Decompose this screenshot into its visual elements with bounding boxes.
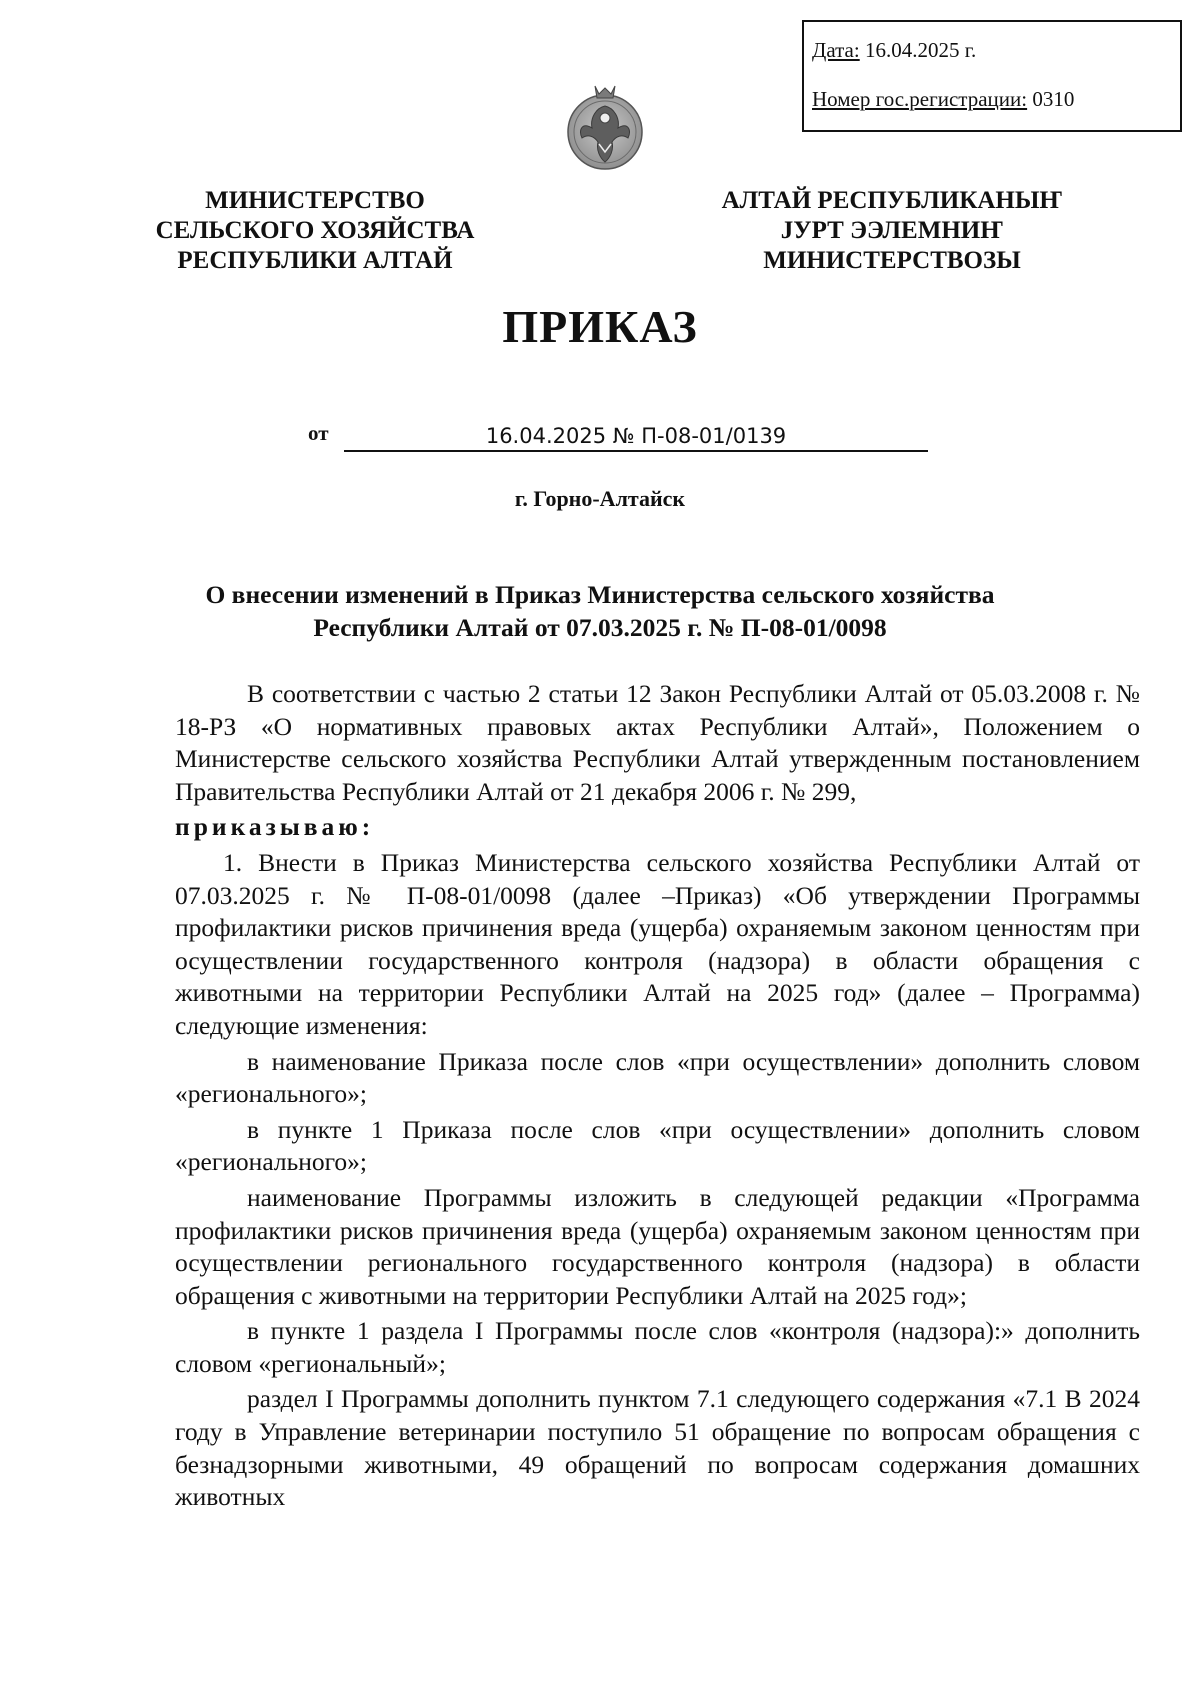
change-paragraph: наименование Программы изложить в следующей редакции «Программа профилактики рисков причинения вреда (ущерба) охраняемым законом ценностям при осуществлении регионального государственного контроля (надзора) в области обращения с животными на территории Республики Алтай на 2025 год»; (175, 1182, 1140, 1310)
registration-number-value: 0310 (1032, 87, 1075, 111)
order-date-number (308, 418, 928, 452)
change-paragraph: в пункте 1 Приказа после слов «при осуществлении» дополнить словом «регионального»; (175, 1114, 1140, 1177)
org-line: МИНИСТЕРСТВО (205, 187, 425, 214)
order-prefix: от (308, 421, 329, 445)
document-type-title: ПРИКАЗ (502, 301, 698, 352)
registration-date (812, 40, 1180, 61)
command-word: приказываю: (175, 812, 375, 842)
order-subject (150, 578, 1050, 644)
registration-stamp (802, 20, 1182, 132)
registration-date-value: 16.04.2025 г. (864, 38, 977, 62)
preamble-paragraph: В соответствии с частью 2 статьи 12 Закон Республики Алтай от 05.03.2008 г. № 18-РЗ «О нормативных правовых актах Республики Алтай», Положением о Министерстве сельского хозяйства Республики Алтай утвержденным постановлением Правительства Республики Алтай от 21 декабря 2006 г. № 299, (175, 679, 1140, 806)
change-paragraph: в наименование Приказа после слов «при осуществлении» дополнить словом «регионального»; (175, 1046, 1140, 1109)
registration-number-label: Номер гос.регистрации: (812, 87, 1028, 111)
coat-of-arms-emblem (566, 82, 644, 178)
order-body (175, 678, 1140, 1514)
item-1-paragraph: 1. Внести в Приказ Министерства сельского хозяйства Республики Алтай от 07.03.2025 г. № П-08-01/0098 (далее –Приказ) «Об утверждении Программы профилактики рисков причинения вреда (ущерба) охраняемым законом ценностям при осуществлении государственного контроля (надзора) в области обращения с животными на территории Республики Алтай на 2025 год» (далее – Программа) следующие изменения: (175, 847, 1140, 1040)
org-line: МИНИСТЕРСТВОЗЫ (763, 247, 1021, 274)
ministry-name-altai (712, 186, 1072, 276)
org-line: РЕСПУБЛИКИ АЛТАЙ (177, 247, 453, 274)
org-line: ЈУРТ ЭЭЛЕМНИҤ (780, 217, 1004, 244)
ministry-name-russian (140, 186, 490, 276)
order-number: 16.04.2025 № П-08-01/0139 (344, 424, 928, 452)
registration-date-label: Дата: (812, 38, 860, 62)
subject-line: Республики Алтай от 07.03.2025 г. № П-08-01/0098 (313, 613, 887, 642)
change-paragraph: в пункте 1 раздела I Программы после слов «контроля (надзора):» дополнить словом «региональный»; (175, 1316, 1140, 1378)
subject-line: О внесении изменений в Приказ Министерства сельского хозяйства (205, 580, 995, 609)
org-line: АЛТАЙ РЕСПУБЛИКАНЫҤ (721, 187, 1063, 214)
change-paragraph: раздел I Программы дополнить пунктом 7.1 следующего содержания «7.1 В 2024 году в Управление ветеринарии поступило 51 обращение по вопросам обращения с безнадзорными животными, 49 обращений по вопросам содержания домашних животных (175, 1384, 1140, 1512)
city-name: г. Горно-Алтайск (514, 486, 686, 511)
registration-number (812, 89, 1180, 110)
org-line: СЕЛЬСКОГО ХОЗЯЙСТВА (155, 217, 475, 244)
